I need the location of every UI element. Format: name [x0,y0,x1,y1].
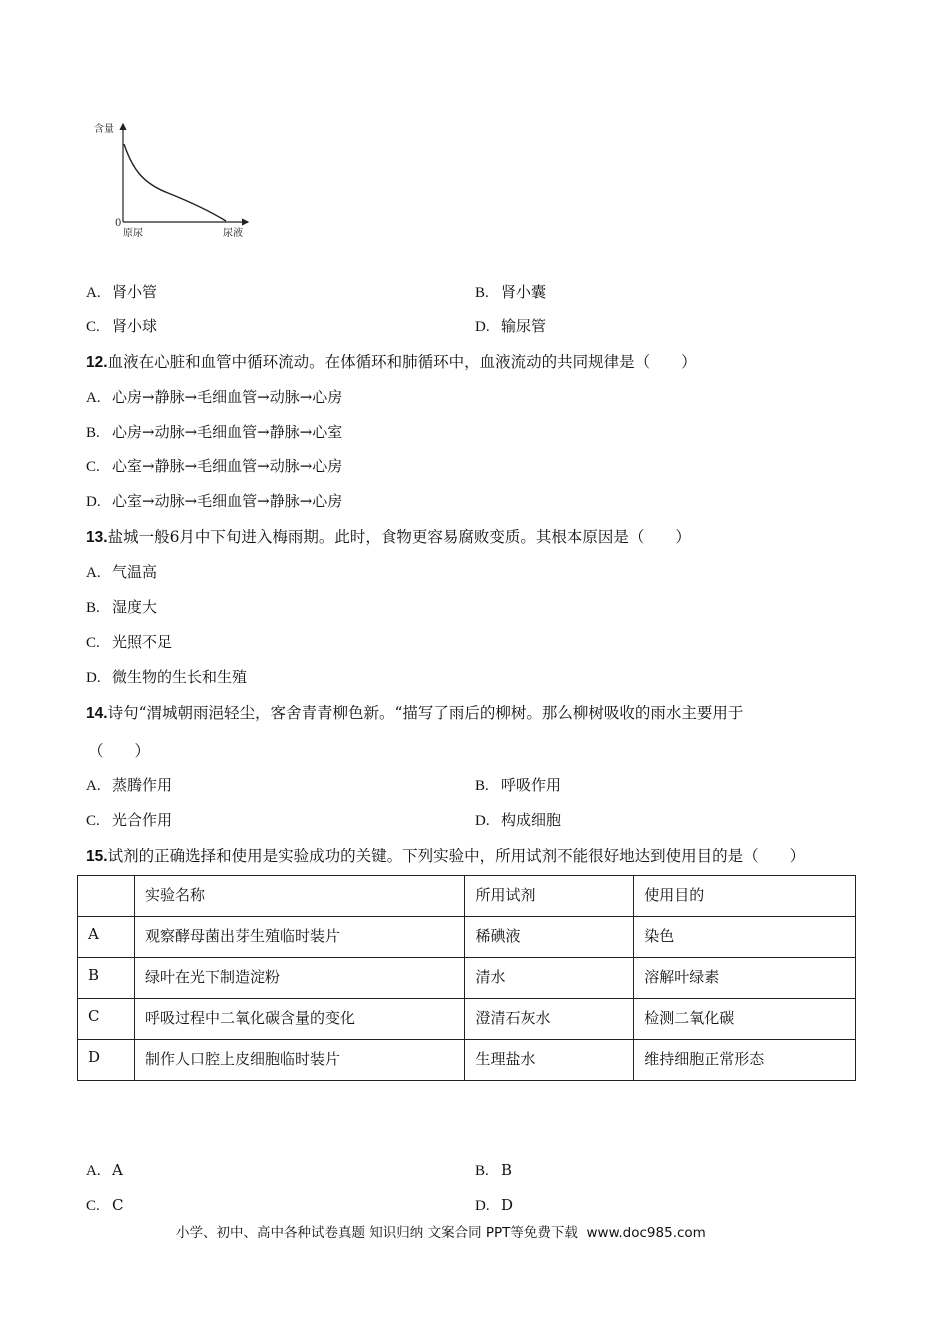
table-cell: B [78,958,135,999]
table-header-cell: 所用试剂 [465,876,634,917]
table-cell: 溶解叶绿素 [634,958,856,999]
table-cell: 生理盐水 [465,1040,634,1081]
content-curve-chart [94,118,253,243]
q11-option-d: D. 输尿管 [475,317,547,335]
q15-option-c: C. C [86,1196,124,1214]
graph-origin: 0 [115,218,122,229]
decline-curve [124,144,226,221]
q15-option-d: D. D [475,1196,514,1214]
q12-option-b: B. 心房→动脉→毛细血管→静脉→心室 [86,423,343,441]
q12-option-d: D. 心室→动脉→毛细血管→静脉→心房 [86,492,343,510]
table-cell: 检测二氧化碳 [634,999,856,1040]
table-cell: 清水 [465,958,634,999]
table-row [78,958,856,999]
q15-option-b: B. B [475,1161,513,1179]
table-cell: 呼吸过程中二氧化碳含量的变化 [134,999,465,1040]
q13-option-a: A. 气温高 [86,563,158,581]
q12-option-a: A. 心房→静脉→毛细血管→动脉→心房 [86,388,343,406]
table-cell: 维持细胞正常形态 [634,1040,856,1081]
graph-x-end: 尿液 [223,228,243,239]
graph-y-label: 含量 [94,124,114,135]
table-cell: 绿叶在光下制造淀粉 [134,958,465,999]
q11-option-b: B. 肾小囊 [475,283,547,301]
table-header-cell: 实验名称 [134,876,465,917]
q14-option-d: D. 构成细胞 [475,811,562,829]
q11-option-a: A. 肾小管 [86,283,158,301]
q13-option-d: D. 微生物的生长和生殖 [86,668,248,686]
content-graph [94,118,253,243]
q13-option-c: C. 光照不足 [86,633,173,651]
q12-option-c: C. 心室→静脉→毛细血管→动脉→心房 [86,457,343,475]
table-cell: C [78,999,135,1040]
q14-option-a: A. 蒸腾作用 [86,776,173,794]
q15-stem: 15.试剂的正确选择和使用是实验成功的关键。下列实验中，所用试剂不能很好地达到使用目的是（ ） [86,847,806,865]
q12-stem: 12.血液在心脏和血管中循环流动。在体循环和肺循环中，血液流动的共同规律是（ ） [86,353,697,371]
experiment-table [77,875,856,1081]
table-row [78,999,856,1040]
q14-option-b: B. 呼吸作用 [475,776,562,794]
q11-option-c: C. 肾小球 [86,317,158,335]
table-header-cell: 使用目的 [634,876,856,917]
q15-option-a: A. A [86,1161,123,1179]
table-row [78,917,856,958]
table-cell: 澄清石灰水 [465,999,634,1040]
footer-text: 小学、初中、高中各种试卷真题 知识归纳 文案合同 PPT等免费下载 [176,1225,578,1241]
q13-stem: 13.盐城一般6月中下旬进入梅雨期。此时，食物更容易腐败变质。其根本原因是（ ） [86,528,691,546]
q14-option-c: C. 光合作用 [86,811,173,829]
table-header-row [78,876,856,917]
table-cell: 观察酵母菌出芽生殖临时装片 [134,917,465,958]
table-cell: 染色 [634,917,856,958]
table-row [78,1040,856,1081]
table-cell: 制作人口腔上皮细胞临时装片 [134,1040,465,1081]
table-cell: D [78,1040,135,1081]
page-footer [176,1221,706,1241]
graph-x-start: 原尿 [123,228,143,239]
table-header-cell [78,876,135,917]
table-cell: A [78,917,135,958]
q14-stem: 14.诗句“渭城朝雨浥轻尘，客舍青青柳色新。“描写了雨后的柳树。那么柳树吸收的雨水主要用于 [86,704,744,722]
table-cell: 稀碘液 [465,917,634,958]
q14-stem-cont: （ ） [88,742,151,760]
footer-url[interactable]: www.doc985.com [586,1225,706,1241]
q13-option-b: B. 湿度大 [86,598,158,616]
